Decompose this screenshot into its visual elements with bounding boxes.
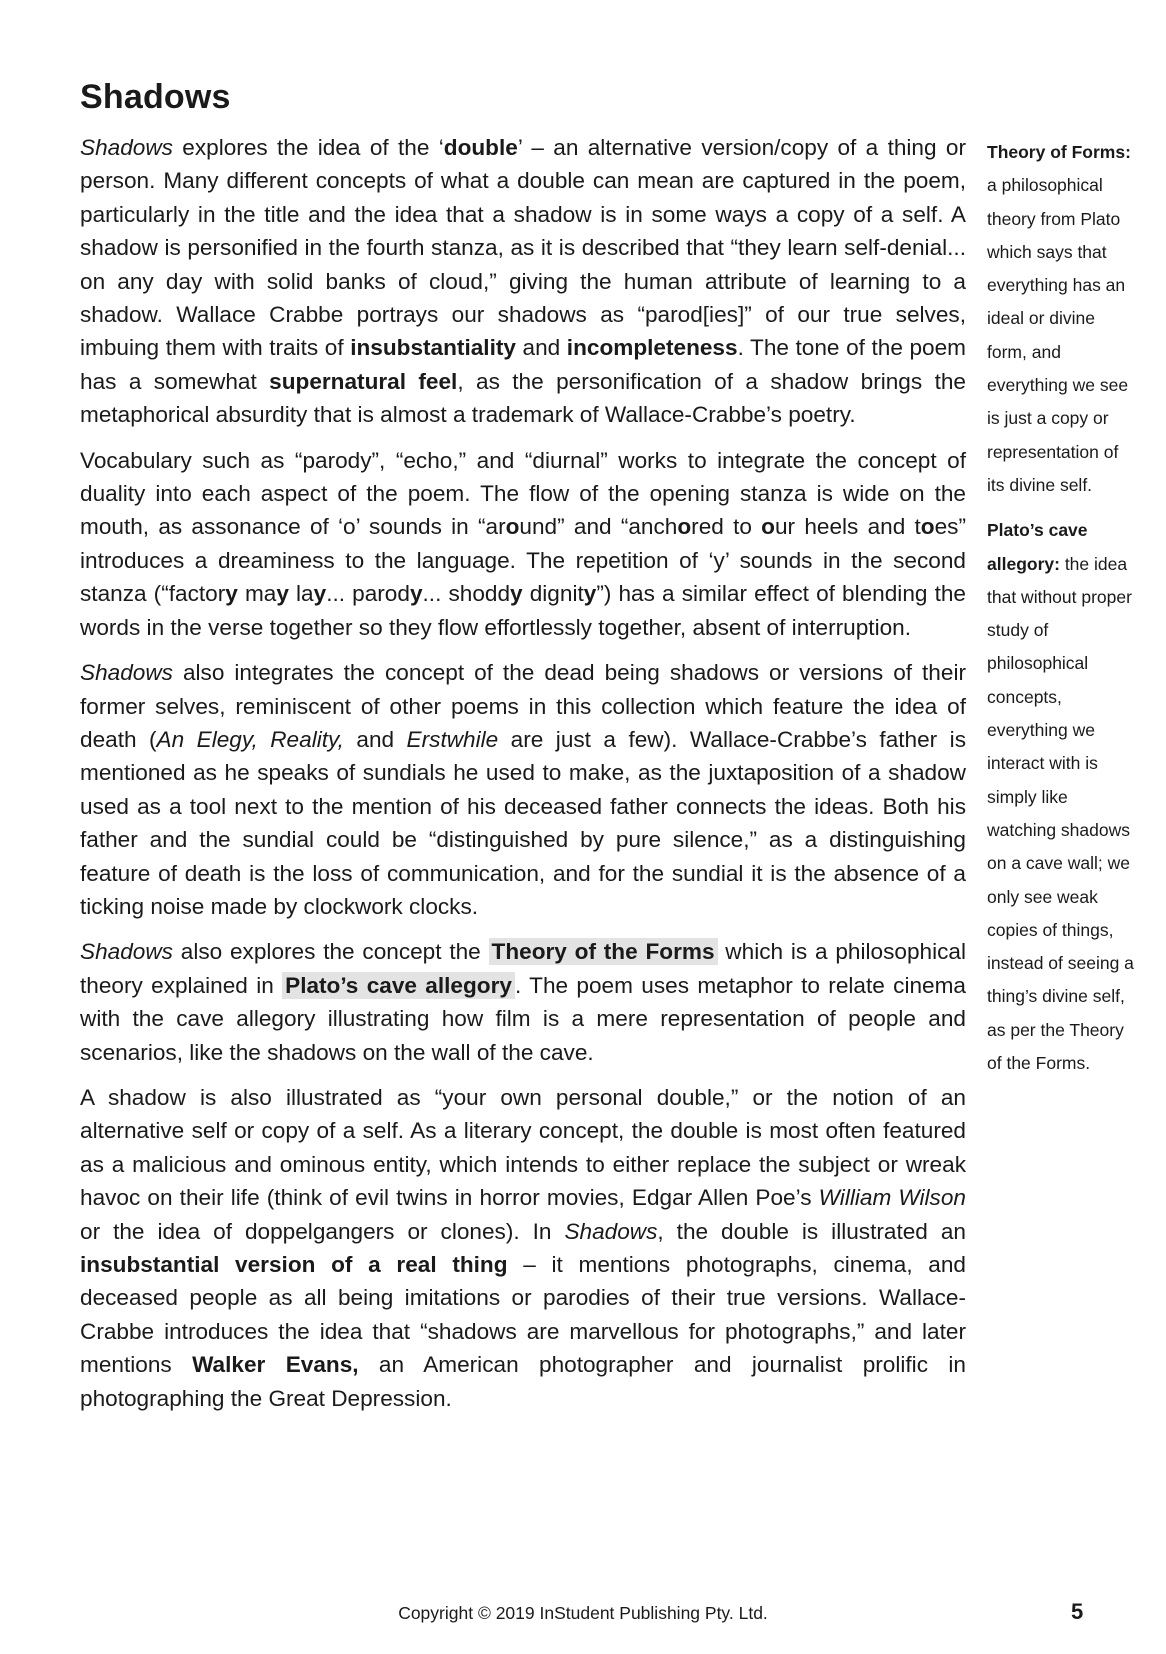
bold-text: insubstantiality: [350, 335, 516, 361]
italic-text: Erstwhile: [406, 726, 499, 752]
bold-text: y: [276, 581, 289, 607]
text-run: also explores the concept the: [172, 939, 489, 965]
paragraph-5: [80, 1081, 966, 1415]
text-run: und” and “anch: [519, 514, 678, 540]
bold-text: y: [510, 581, 523, 607]
text-run: , as the personification of a shadow brings the metaphorical absurdity that is almost a trademark of Wallace-Crabbe’s poetry.: [80, 368, 966, 428]
note-term: Plato’s cave allegory:: [987, 520, 1088, 574]
text-run: and: [343, 726, 407, 752]
text-run: es” introduces a dreaminess to the language. The repetition of ‘y’ sounds in the second stanza (“factor: [80, 514, 966, 607]
text-run: ma: [237, 581, 277, 607]
paragraph-1: [80, 131, 966, 432]
highlighted-term: Plato’s cave allegory: [282, 972, 515, 999]
bold-text: insubstantial version of a real thing: [80, 1252, 508, 1277]
page-title: Shadows: [80, 78, 231, 116]
text-run: ”) has a similar effect of blending the words in the verse together so they flow effortlessly together, absent of interruption.: [80, 581, 966, 640]
bold-text: o: [505, 514, 520, 540]
text-run: , the double is illustrated an: [657, 1218, 966, 1244]
text-run: are just a few). Wallace-Crabbe’s father is mentioned as he speaks of sundials he used to make, as the juxtaposition of a shadow used as a tool next to the mention of his deceased father connects the ideas. Both his father and the sundial could be “distinguished by pure silence,” as a distinguishing feature of death is the loss of communication, and for the sundial it is the absence of a ticking noise made by clockwork clocks.: [80, 726, 966, 919]
italic-text: Shadows: [80, 660, 173, 686]
bold-text: Walker Evans,: [192, 1352, 359, 1378]
text-run: red to: [691, 514, 762, 540]
italic-text: Shadows: [80, 939, 173, 965]
text-run: which is a philosophical theory explained in: [80, 939, 966, 998]
paragraph-4: [80, 935, 966, 1069]
italic-text: Shadows: [564, 1218, 658, 1244]
bold-text: y: [313, 581, 327, 607]
paragraph-3: [80, 656, 966, 923]
bold-text: o: [761, 514, 775, 540]
bold-text: o: [920, 514, 935, 540]
italic-text: An Elegy, Reality,: [156, 726, 344, 752]
bold-text: y: [225, 581, 238, 607]
page-number: 5: [1071, 1599, 1084, 1624]
text-run: A shadow is also illustrated as “your own personal double,” or the notion of an alternative self or copy of a self. As a literary concept, the double is most often featured as a malicious and ominous entity, which intends to either replace the subject or wreak havoc on their life (think of evil twins in horror movies, Edgar Allen Poe’s: [80, 1084, 966, 1211]
text-run: . The poem uses metaphor to relate cinema with the cave allegory illustrating how film is a mere representation of people and scenarios, like the shadows on the wall of the cave.: [80, 972, 966, 1065]
note-text: the idea that without proper study of philosophical concepts, everything we interact with is simply like watching shadows on a cave wall; we only see weak copies of things, instead of seeing a thing’s divine self, as per the Theory of the Forms.: [987, 553, 1134, 1074]
text-run: ... shodd: [422, 581, 511, 607]
bold-text: incompleteness: [566, 335, 738, 361]
bold-text: supernatural feel: [269, 368, 458, 394]
margin-notes: [987, 136, 1137, 1092]
italic-text: Shadows: [80, 135, 173, 160]
text-run: ... parod: [326, 581, 410, 607]
margin-note-theory-of-forms: [987, 136, 1137, 502]
highlighted-term: Theory of the Forms: [489, 938, 718, 965]
bold-text: y: [409, 581, 423, 607]
note-term: Theory of Forms:: [987, 142, 1131, 162]
main-text: [80, 131, 966, 1427]
text-run: explores the idea of the ‘: [172, 135, 444, 160]
italic-text: William Wilson: [818, 1185, 966, 1211]
text-run: or the idea of doppelgangers or clones). In: [80, 1218, 565, 1244]
copyright-footer: Copyright © 2019 InStudent Publishing Pty. Ltd.: [398, 1603, 768, 1623]
text-run: Vocabulary such as “parody”, “echo,” and “diurnal” works to integrate the concept of duality into each aspect of the poem. The flow of the opening stanza is wide on the mouth, as assonance of ‘o’ sounds in “ar: [80, 447, 966, 540]
text-run: an American photographer and journalist prolific in photographing the Great Depression.: [80, 1352, 966, 1411]
text-run: ur heels and t: [774, 514, 921, 540]
text-run: and: [515, 335, 567, 361]
bold-text: o: [677, 514, 692, 540]
text-run: dignit: [522, 581, 584, 607]
bold-text: double: [443, 135, 518, 160]
text-run: – it mentions photographs, cinema, and deceased people as all being imitations or parodies of their true versions. Wallace-Crabbe introduces the idea that “shadows are marvellous for photographs,” and later mentions: [80, 1252, 966, 1378]
text-run: also integrates the concept of the dead being shadows or versions of their former selves, reminiscent of other poems in this collection which feature the idea of death (: [80, 660, 966, 752]
note-text: a philosophical theory from Plato which says that everything has an ideal or divine form, and everything we see is just a copy or representation of its divine self.: [987, 175, 1129, 495]
bold-text: y: [583, 581, 597, 607]
text-run: la: [288, 581, 314, 607]
paragraph-2: [80, 444, 966, 644]
text-run: . The tone of the poem has a somewhat: [80, 335, 966, 394]
text-run: ’ – an alternative version/copy of a thing or person. Many different concepts of what a double can mean are captured in the poem, particularly in the title and the idea that a shadow is in some ways a copy of a self. A shadow is personified in the fourth stanza, as it is described that “they learn self-denial... on any day with solid banks of cloud,” giving the human attribute of learning to a shadow. Wallace Crabbe portrays our shadows as “parod[ies]” of our true selves, imbuing them with traits of: [80, 135, 966, 361]
margin-note-cave-allegory: [987, 514, 1137, 1080]
